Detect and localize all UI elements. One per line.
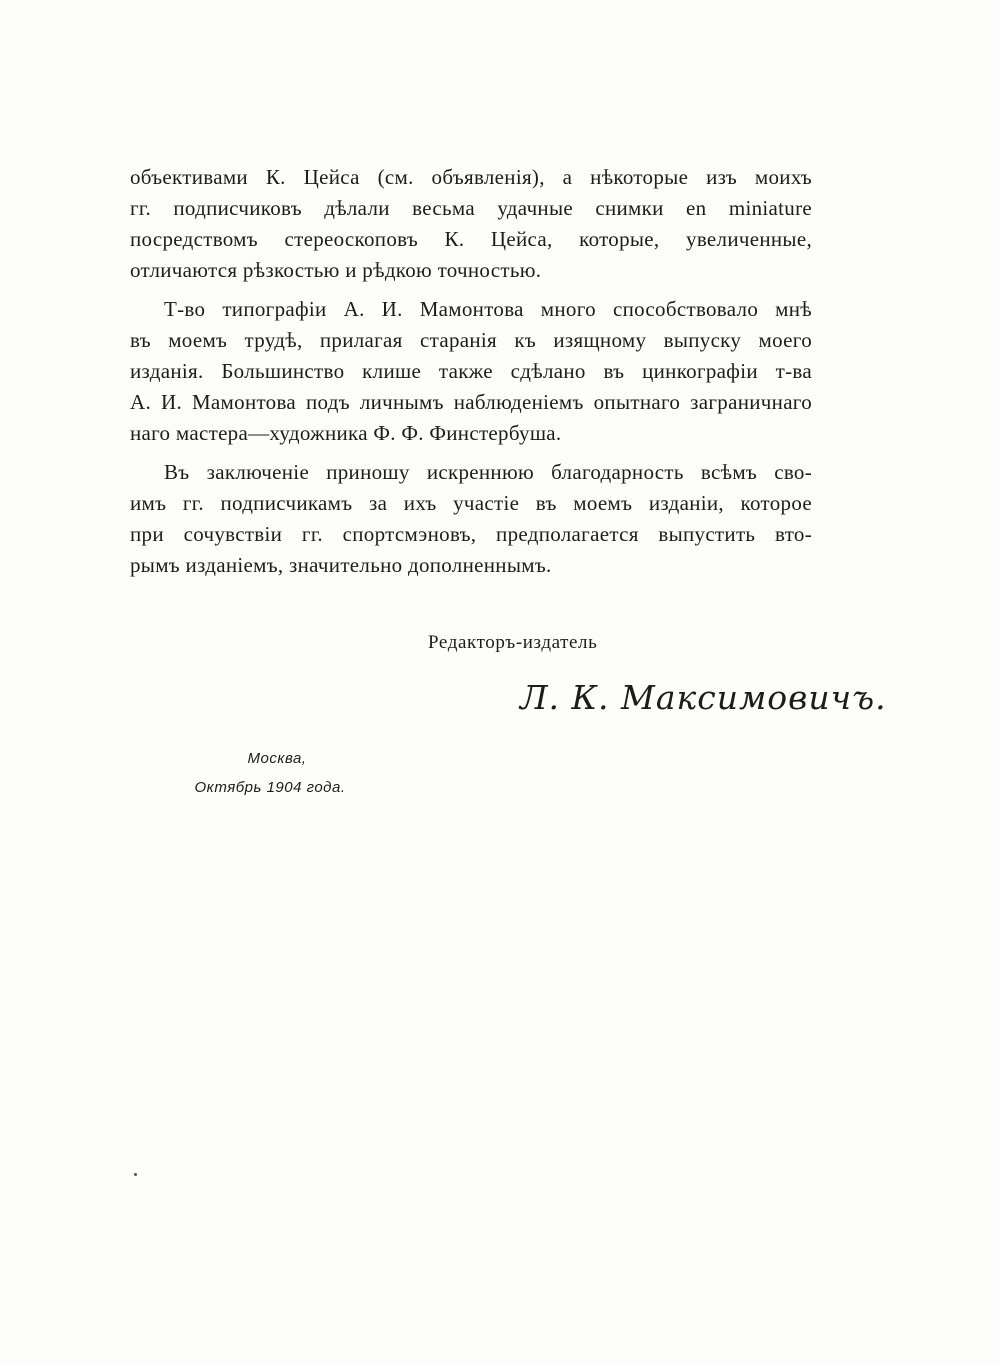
paragraph-1 [130,162,812,286]
paragraph-2 [130,294,812,449]
text-line: Т-во типографіи А. И. Мамонтова много способствовало мнѣ [164,297,812,321]
text-line: имъ гг. подписчикамъ за ихъ участіе въ моемъ изданіи, которое [130,491,812,515]
text-line: Въ заключеніе приношу искреннюю благодарность всѣмъ сво- [164,460,812,484]
text-line: въ моемъ трудѣ, прилагая старанія къ изящному выпуску моего [130,328,812,352]
text-line: при сочувствіи гг. спортсмэновъ, предполагается выпустить вто- [130,522,812,546]
signature-name: Л. К. Максимовичъ. [520,678,887,717]
paragraph-3 [130,457,812,581]
place-date [190,744,350,802]
text-line: отличаются рѣзкостью и рѣдкою точностью. [130,258,542,282]
text-line: наго мастера—художника Ф. Ф. Финстербуша. [130,421,562,445]
text-line: изданія. Большинство клише также сдѣлано въ цинкографіи т-ва [130,359,812,383]
ink-speck [134,1173,137,1176]
date: Октябрь 1904 года. [194,779,346,796]
text-line: посредствомъ стереоскоповъ К. Цейса, которые, увеличенные, [130,227,812,251]
signature-title: Редакторъ-издатель [428,632,598,653]
text-line: объективами К. Цейса (см. объявленія), а нѣкоторые изъ моихъ [130,165,812,189]
body-text [130,162,812,589]
text-line: А. И. Мамонтова подъ личнымъ наблюденіемъ опытнаго заграничнаго [130,390,812,414]
text-line: гг. подписчиковъ дѣлали весьма удачные снимки en miniature [130,196,812,220]
text-line: рымъ изданіемъ, значительно дополненнымъ. [130,553,552,577]
place: Москва, [247,750,307,767]
